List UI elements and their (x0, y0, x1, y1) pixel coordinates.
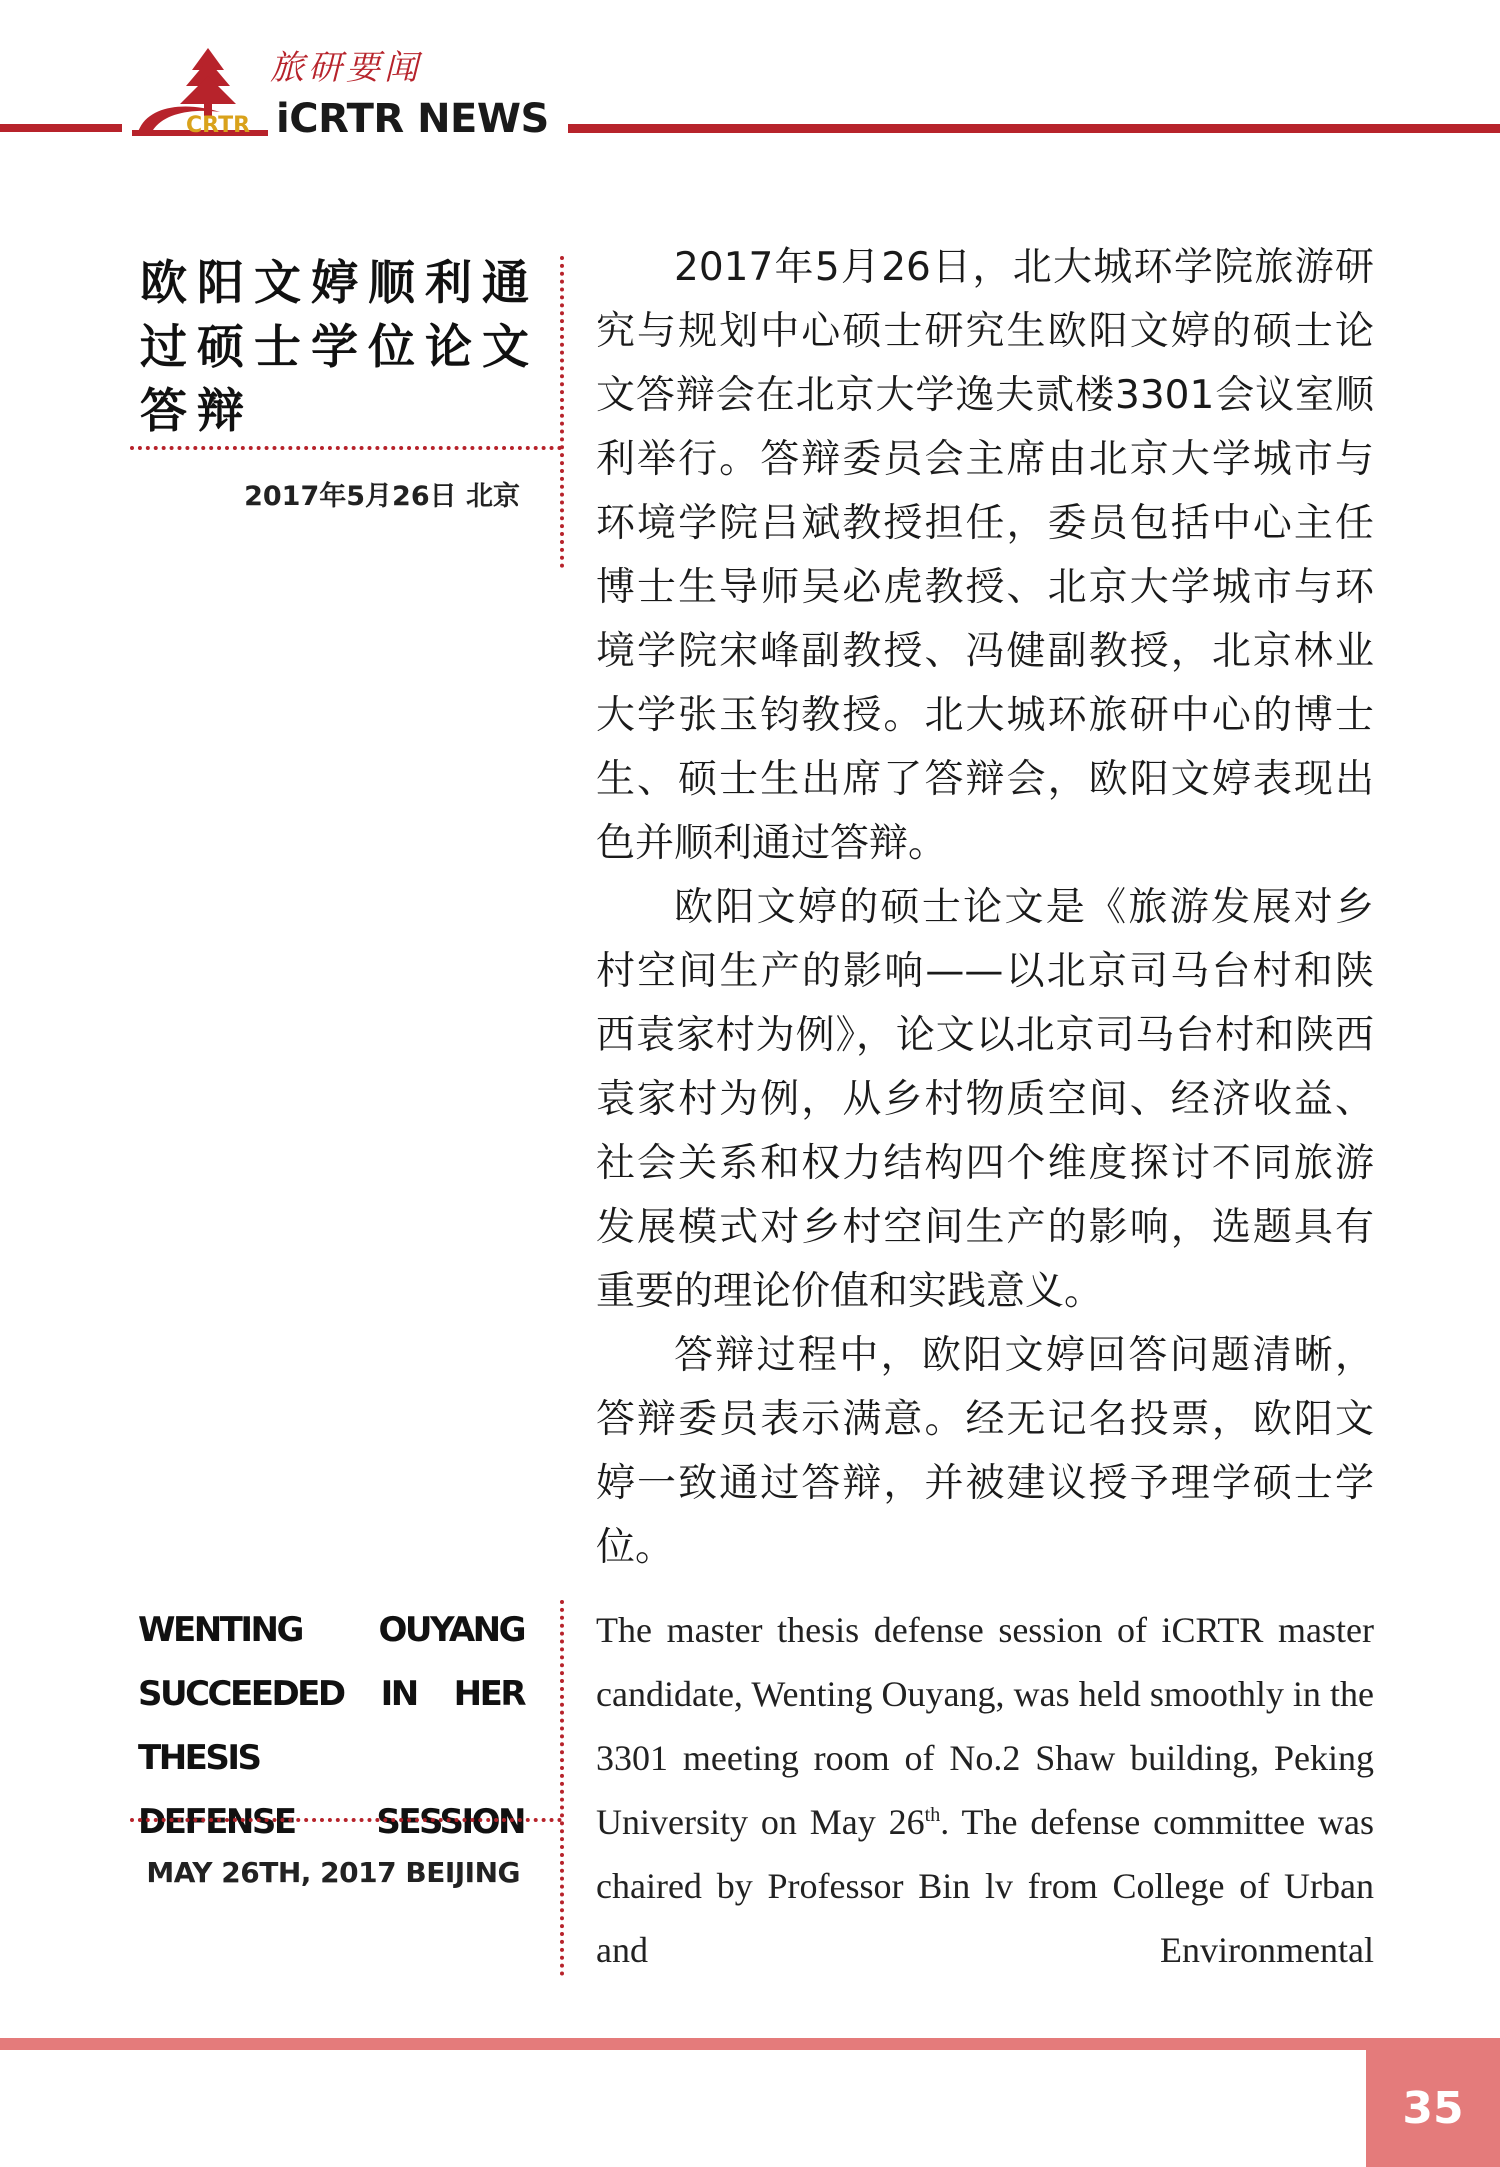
english-article-title (138, 1598, 524, 1854)
chinese-article-date: 2017年5月26日 北京 (244, 481, 520, 512)
title-line: DEFENSE SESSION (138, 1802, 524, 1842)
page-number: 35 (1366, 2050, 1500, 2167)
icrtr-logo (128, 44, 268, 144)
paragraph: 答辩过程中，欧阳文婷回答问题清晰，答辩委员表示满意。经无记名投票，欧阳文婷一致通过答辩，并被建议授予理学硕士学位。 (596, 1333, 1374, 1570)
title-divider-cn (130, 446, 562, 450)
body-line: smoothly in the 3301 meeting room of No.2 (596, 1674, 1375, 1778)
header-rule-left (0, 124, 122, 132)
column-divider-cn (560, 256, 564, 568)
body-line: The master thesis defense session of iCRTR (596, 1610, 1264, 1650)
title-line: WENTING OUYANG (138, 1610, 524, 1650)
body-line: Shaw building, Peking University on May 26th. (596, 1738, 1374, 1842)
english-article-body (596, 1598, 1374, 1982)
date-suffix: th (924, 1804, 941, 1826)
chinese-article-body (596, 236, 1374, 1580)
chinese-article-title: 欧阳文婷顺利通过硕士学位论文答辩 (140, 256, 539, 439)
title-line: SUCCEEDED IN HER THESIS (138, 1674, 524, 1778)
tree-logo-icon (128, 44, 268, 144)
title-divider-en (130, 1818, 562, 1822)
header-title-en: iCRTR NEWS (276, 96, 549, 142)
paragraph: 欧阳文婷的硕士论文是《旅游发展对乡村空间生产的影响——以北京司马台村和陕西袁家村为例》，论文以北京司马台村和陕西袁家村为例，从乡村物质空间、经济收益、社会关系和权力结构四个维度探讨不同旅游发展模式对乡村空间生产的影响，选题具有重要的理论价值和实践意义。 (596, 885, 1374, 1314)
column-divider-en (560, 1600, 564, 1976)
body-line: The defense committee was chaired by Professor (596, 1802, 1374, 1906)
header-title-cn: 旅研要闻 (270, 48, 422, 88)
body-line: master candidate, Wenting Ouyang, was held (596, 1610, 1375, 1714)
svg-text:CRTR: CRTR (186, 113, 251, 138)
paragraph: 2017年5月26日，北大城环学院旅游研究与规划中心硕士研究生欧阳文婷的硕士论文答辩会在北京大学逸夫贰楼3301会议室顺利举行。答辩委员会主席由北京大学城市与环境学院吕斌教授担任，委员包括中心主任博士生导师吴必虎教授、北京大学城市与环境学院宋峰副教授、冯健副教授，北京林业大学张玉钧教授。北大城环旅研中心的博士生、硕士生出席了答辩会，欧阳文婷表现出色并顺利通过答辩。 (596, 245, 1374, 866)
body-line: Bin lv from College of Urban and Environmental (596, 1866, 1375, 1970)
english-article-date: MAY 26TH, 2017 BEIJING (146, 1856, 520, 1889)
header-rule-right (568, 124, 1500, 133)
footer-rule (0, 2038, 1500, 2050)
